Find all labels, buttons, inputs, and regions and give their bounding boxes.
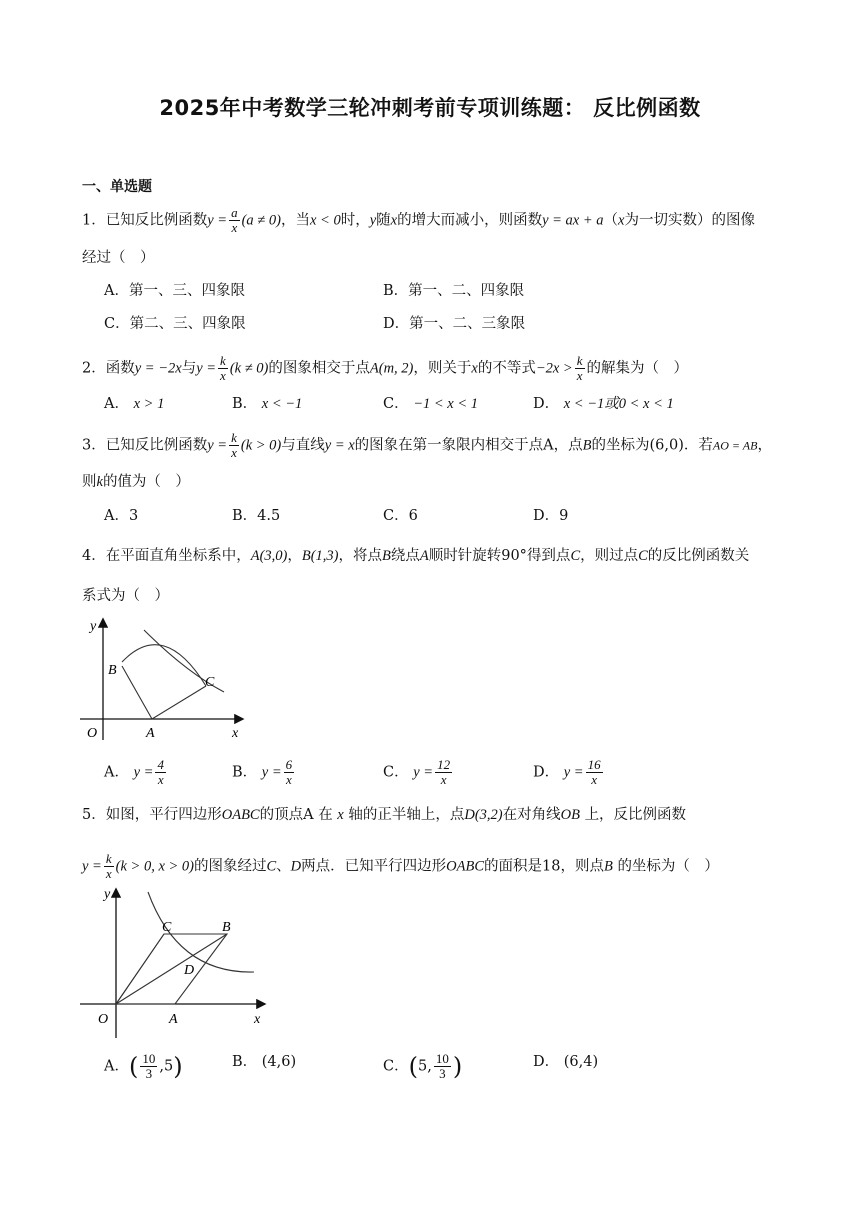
q1-text: 已知反比例函数: [105, 212, 208, 229]
q3-number: 3．: [82, 437, 106, 454]
q5-option-b[interactable]: [232, 1052, 296, 1072]
q5-text: 在对角线: [502, 807, 561, 823]
q5-cond: (k > 0, x > 0): [115, 858, 194, 875]
q4-option-den: x: [440, 772, 447, 787]
q1-option-a[interactable]: A．第一、三、四象限: [104, 283, 245, 299]
q5-paren-close: ): [452, 1052, 463, 1081]
q5-option-label: B．: [232, 1054, 258, 1070]
q2-text: 的图象相交于点: [268, 360, 370, 377]
q3-text: 与直线: [281, 437, 325, 454]
q1-text: 时，: [340, 212, 370, 229]
q5-text: 的面积是: [484, 858, 543, 875]
q4-option-label: C．: [383, 764, 409, 781]
q4-text: ，将点: [338, 548, 383, 564]
q4-var: A: [419, 548, 429, 564]
q3-text: 已知反比例函数: [105, 437, 208, 454]
q1-linear-function: y = ax + a: [542, 212, 604, 229]
q4-label-c: C: [205, 675, 215, 690]
q4-option-fraction: [284, 758, 295, 787]
q5-text: 的顶点: [259, 807, 304, 823]
q4-label-y: y: [90, 619, 97, 634]
q4-point-a: A(3,0): [250, 548, 288, 564]
q3-line-eq: y = x: [324, 437, 355, 454]
q1-condition: x < 0: [309, 212, 341, 229]
page-title: 2025年中考数学三轮冲刺考前专项训练题： 反比例函数: [159, 96, 701, 120]
q5-option-a[interactable]: [104, 1052, 183, 1081]
q3-text: 的坐标为: [591, 437, 650, 454]
q5-diagonal: OB: [560, 807, 580, 823]
q1-option-d[interactable]: D．第一、二、三象限: [383, 316, 526, 332]
q3-option-a[interactable]: A．3: [104, 508, 139, 524]
q3-point-b: B: [582, 437, 592, 454]
q5-formula-lhs: y =: [82, 858, 102, 875]
q2-inequality-lhs: −2x >: [535, 360, 573, 377]
q4-text: 绕点: [390, 548, 420, 564]
q5-var: A: [303, 807, 314, 823]
q3-formula-lhs: y =: [207, 437, 228, 454]
q5-option-tail: ,5: [159, 1058, 174, 1075]
q5-paren-open: (: [408, 1052, 418, 1081]
q2-option-value: −1 < x < 1: [413, 396, 479, 412]
q4-angle: 90°: [501, 548, 527, 564]
q4-point-b: B(1,3): [301, 548, 339, 564]
q1-var: x: [390, 212, 398, 229]
q5-diagonal-ob: [116, 934, 227, 1004]
q5-number: 5．: [82, 807, 106, 823]
q4-option-den: x: [157, 772, 164, 787]
q2-option-label: A．: [104, 396, 129, 412]
q5-var: D: [290, 858, 302, 875]
q3-cond: (k > 0): [240, 437, 282, 454]
q4-text: 得到点: [526, 548, 571, 564]
q5-option-d[interactable]: [533, 1052, 598, 1072]
q4-option-num: 6: [285, 757, 293, 772]
q2-number: 2．: [82, 360, 106, 377]
q1-formula-cond: (a ≠ 0): [241, 212, 281, 229]
q5-figure: [78, 882, 278, 1042]
q2-text: 的解集为（ ）: [586, 360, 688, 377]
q5-text: ，则点: [560, 858, 604, 875]
q5-text: 两点．已知平行四边形: [301, 858, 447, 875]
q4-text: 在平面直角坐标系中，: [105, 548, 251, 564]
q5-label-o: O: [98, 1012, 109, 1027]
q5-text: 如图，平行四边形: [105, 807, 222, 823]
q4-option-label: A．: [104, 764, 129, 781]
q2-option-value: x > 1: [133, 396, 165, 412]
q5-option-fraction: [434, 1052, 451, 1081]
q2-option-label: C．: [383, 396, 409, 412]
q4-segments: [122, 666, 206, 719]
q3-condition: AO = AB: [712, 438, 758, 453]
q3-option-c[interactable]: C．6: [383, 508, 418, 524]
q5-fraction-den: x: [105, 866, 112, 881]
q5-label-c: C: [162, 920, 172, 935]
question-4-line-1: [82, 546, 749, 566]
q5-var: C: [266, 858, 277, 875]
q4-option-d[interactable]: [533, 758, 605, 787]
q5-label-d: D: [184, 963, 195, 978]
q2-ineq-num: k: [576, 353, 583, 368]
q4-arc: [122, 645, 206, 686]
q5-option-head: 5,: [417, 1058, 432, 1075]
q5-area: 18: [542, 858, 561, 875]
q4-option-num: 16: [587, 757, 601, 772]
q2-option-label: D．: [533, 396, 560, 412]
q2-function-2-lhs: y =: [196, 360, 217, 377]
q3-text: ，: [757, 437, 772, 454]
q5-option-c[interactable]: [383, 1052, 462, 1081]
q5-shape: OABC: [446, 858, 485, 875]
q5-paren-close: ): [173, 1052, 183, 1081]
q5-paren-open: (: [128, 1052, 139, 1081]
question-5-line-2: [82, 852, 719, 881]
q4-label-x: x: [232, 726, 239, 741]
q5-diagonal-oc: [116, 934, 164, 1004]
q5-option-label: C．: [383, 1058, 409, 1075]
q1-text: 的增大而减小，则函数: [397, 212, 543, 229]
q2-text: 的不等式: [477, 360, 536, 377]
q2-option-b[interactable]: [232, 394, 302, 414]
q4-option-label: B．: [232, 764, 258, 781]
q5-text: 的图象经过: [194, 858, 267, 875]
q5-point-d: D(3,2): [464, 807, 503, 823]
q5-text: 轴的正半轴上，点: [348, 807, 465, 823]
q5-option-den: 3: [145, 1066, 153, 1081]
q5-option-fraction: [140, 1052, 157, 1081]
q3-point-a: A: [543, 437, 554, 454]
q5-text: 上，反比例函数: [584, 807, 687, 823]
question-5-line-1: [82, 805, 686, 825]
q3-text: ．若: [683, 437, 713, 454]
question-1-line-2: 经过（ ）: [82, 250, 155, 266]
question-1-line-1: [82, 206, 755, 235]
q4-option-c[interactable]: [383, 758, 454, 787]
q2-var: x: [471, 360, 478, 377]
q4-option-lhs: y =: [413, 764, 434, 781]
question-3-line-1: [82, 431, 772, 460]
q2-fraction-num: k: [220, 353, 226, 368]
q4-option-den: x: [285, 772, 292, 787]
q5-label-y: y: [104, 887, 111, 902]
q5-option-den: 3: [439, 1066, 446, 1081]
q1-text: 为一切实数）的图像: [624, 212, 755, 229]
q2-option-d[interactable]: [533, 394, 674, 414]
q4-number: 4．: [82, 548, 106, 564]
q4-option-label: D．: [533, 764, 560, 781]
q4-option-fraction: [435, 758, 452, 787]
q4-var: C: [638, 548, 648, 564]
q4-var: C: [570, 548, 581, 564]
q5-option-value: (6,4): [563, 1054, 599, 1070]
q2-option-a[interactable]: [104, 394, 164, 414]
q4-option-num: 4: [157, 757, 164, 772]
q5-fraction-num: k: [105, 851, 112, 866]
q4-option-lhs: y =: [133, 764, 154, 781]
q5-text: 的坐标为（ ）: [617, 858, 719, 875]
q2-fraction: [218, 354, 228, 383]
q1-option-c[interactable]: C．第二、三、四象限: [104, 316, 246, 332]
q1-fraction-num: a: [231, 205, 238, 220]
q4-var: B: [382, 548, 391, 564]
q3-text: 则: [82, 474, 97, 490]
q2-option-label: B．: [232, 396, 258, 412]
question-3-line-2: [82, 472, 190, 492]
q1-fraction-den: x: [231, 220, 238, 235]
q4-option-den: x: [591, 772, 597, 787]
q5-option-value: (4,6): [261, 1054, 297, 1070]
q2-cond: (k ≠ 0): [229, 360, 269, 377]
q2-point: A(m, 2): [369, 360, 414, 377]
q3-text: 的图象在第一象限内相交于点: [354, 437, 544, 454]
q3-coord: (6,0): [649, 437, 684, 454]
q4-text: ，则过点: [580, 548, 639, 564]
q5-label-x: x: [254, 1012, 261, 1027]
q1-text: 随: [376, 212, 391, 229]
q5-var: B: [603, 858, 613, 875]
q1-var: x: [618, 212, 625, 229]
q2-option-value: x < −1: [261, 396, 303, 412]
q5-text: 、: [276, 858, 291, 875]
q2-fraction-den: x: [220, 368, 226, 383]
q4-text: 的反比例函数关: [647, 548, 750, 564]
q4-option-lhs: y =: [261, 764, 282, 781]
q2-text: ，则关于: [413, 360, 472, 377]
q4-label-a: A: [146, 726, 155, 741]
q3-text: ，点: [553, 437, 583, 454]
q5-fraction: [104, 852, 114, 881]
q2-function-1: y = −2x: [134, 360, 182, 377]
q5-shape: OABC: [221, 807, 260, 823]
q1-fraction: [229, 206, 240, 235]
q3-option-b[interactable]: B．4.5: [232, 508, 281, 524]
q5-var: x: [337, 807, 344, 823]
q5-option-num: 10: [435, 1051, 449, 1066]
q4-option-fraction: [155, 758, 166, 787]
q4-text: ，: [287, 548, 302, 564]
q2-text: 函数: [105, 360, 135, 377]
q3-fraction-den: x: [231, 445, 237, 460]
q2-option-c[interactable]: [383, 394, 478, 414]
q3-text: 的值为（ ）: [102, 474, 190, 490]
q4-option-b[interactable]: [232, 758, 296, 787]
q5-label-a: A: [169, 1012, 178, 1027]
q3-fraction: [229, 431, 239, 460]
q4-option-lhs: y =: [563, 764, 584, 781]
q5-option-label: D．: [533, 1054, 560, 1070]
q1-number: 1．: [82, 212, 106, 229]
q3-fraction-num: k: [231, 430, 237, 445]
q3-option-d[interactable]: D．9: [533, 508, 569, 524]
q2-option-value: x < −1或0 < x < 1: [563, 396, 674, 412]
q4-option-a[interactable]: [104, 758, 168, 787]
q4-label-o: O: [87, 726, 98, 741]
q1-var: y: [369, 212, 377, 229]
q2-text: 与: [181, 360, 197, 377]
q5-text: 在: [318, 807, 333, 823]
q5-label-b: B: [222, 920, 231, 935]
q4-option-fraction: [586, 758, 603, 787]
q2-inequality-fraction: [575, 354, 585, 383]
q4-text: 顺时针旋转: [428, 548, 502, 564]
q1-formula-lhs: y =: [207, 212, 228, 229]
q4-label-b: B: [108, 663, 117, 678]
q1-option-b[interactable]: B．第一、二、四象限: [383, 283, 525, 299]
question-4-line-2: 系式为（ ）: [82, 588, 169, 604]
q4-figure: [78, 612, 258, 742]
q2-ineq-den: x: [576, 368, 583, 383]
q5-option-num: 10: [142, 1051, 156, 1066]
q1-text: ，当: [280, 212, 310, 229]
q3-var-k: k: [96, 474, 103, 490]
section-heading: 一、单选题: [82, 179, 152, 195]
q5-option-label: A．: [104, 1058, 129, 1075]
q1-text: （: [603, 212, 619, 229]
question-2-line-1: [82, 354, 688, 383]
q4-option-num: 12: [437, 757, 451, 772]
